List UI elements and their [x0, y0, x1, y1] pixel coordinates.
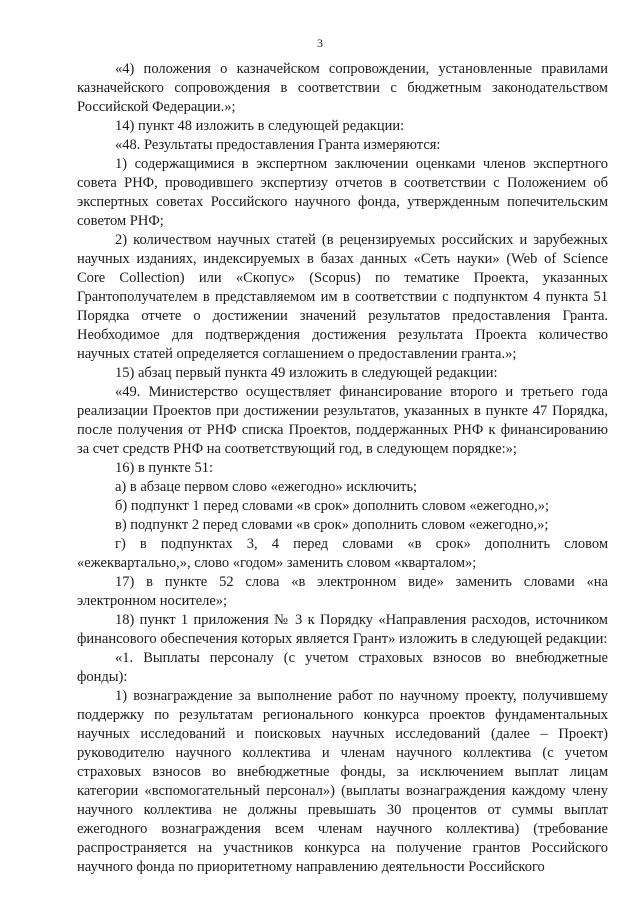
paragraph-clause-49: «49. Министерство осуществляет финансирование второго и третьего года реализации Проектов при достижении результатов, указанных в пункте 47 Порядка, после получения от РНФ списка Проектов, поддержанных РНФ к финансированию за счет средств РНФ на соответствующий год, в следующем порядке:»; [77, 384, 608, 457]
paragraph-item-14: 14) пункт 48 изложить в следующей редакции: [115, 118, 405, 134]
document-body [77, 60, 608, 877]
paragraph-item-17: 17) в пункте 52 слова «в электронном виде» заменить словами «на электронном носителе»; [77, 574, 608, 609]
paragraph-annex-clause-1-sub-1: 1) вознаграждение за выполнение работ по научному проекту, получившему поддержку по результатам регионального конкурса проектов фундаментальных научных исследований и поисковых научных исследований (далее – Проект) руководителю научного коллектива и членам научного коллектива (с учетом страховых взносов во внебюджетные фонды, за исключением выплат лицам категории «вспомогательный персонал») (выплаты вознаграждения каждому члену научного коллектива не должны превышать 30 процентов от суммы выплат ежегодного вознаграждения всем членам научного коллектива) (требование распространяется на участников конкурса на получение грантов Российского научного фонда по приоритетному направлению деятельности Российского [77, 688, 608, 875]
paragraph-annex-clause-1: «1. Выплаты персоналу (с учетом страховых взносов во внебюджетные фонды): [77, 650, 608, 685]
page-number: 3 [317, 36, 323, 50]
paragraph-item-18: 18) пункт 1 приложения № 3 к Порядку «Направления расходов, источником финансового обеспечения которых является Грант» изложить в следующей редакции: [77, 612, 608, 647]
paragraph-clause-48-sub-2: 2) количеством научных статей (в рецензируемых российских и зарубежных научных изданиях, индексируемых в базах данных «Сеть науки» (Web of Science Core Collection) или «Скопус» (Scopus) по тематике Проекта, указанных Грантополучателем в представляемом им в соответствии с подпунктом 4 пункта 51 Порядка отчете о достижении значений результатов предоставления Гранта. Необходимое для подтверждения достижения результата Проекта количество научных статей определяется соглашением о предоставлении гранта.»; [77, 232, 608, 362]
paragraph-item-16-v: в) подпункт 2 перед словами «в срок» дополнить словом «ежегодно,»; [115, 517, 549, 533]
paragraph-item-16-b: б) подпункт 1 перед словами «в срок» дополнить словом «ежегодно,»; [115, 498, 549, 514]
paragraph-clause-4-treasury: «4) положения о казначейском сопровождении, установленные правилами казначейского сопровождения в соответствии с бюджетным законодательством Российской Федерации.»; [77, 61, 608, 115]
paragraph-item-16: 16) в пункте 51: [115, 460, 213, 476]
paragraph-item-15: 15) абзац первый пункта 49 изложить в следующей редакции: [115, 365, 498, 381]
paragraph-item-16-a: а) в абзаце первом слово «ежегодно» исключить; [115, 479, 418, 495]
paragraph-clause-48: «48. Результаты предоставления Гранта измеряются: [115, 137, 441, 153]
paragraph-clause-48-sub-1: 1) содержащимися в экспертном заключении оценками членов экспертного совета РНФ, проводившего экспертизу отчетов в соответствии с Положением об экспертных советах Российского научного фонда, утвержденным попечительским советом РНФ; [77, 156, 608, 229]
paragraph-item-16-g: г) в подпунктах 3, 4 перед словами «в срок» дополнить словом «ежеквартально,», слово «годом» заменить словом «кварталом»; [77, 536, 608, 571]
